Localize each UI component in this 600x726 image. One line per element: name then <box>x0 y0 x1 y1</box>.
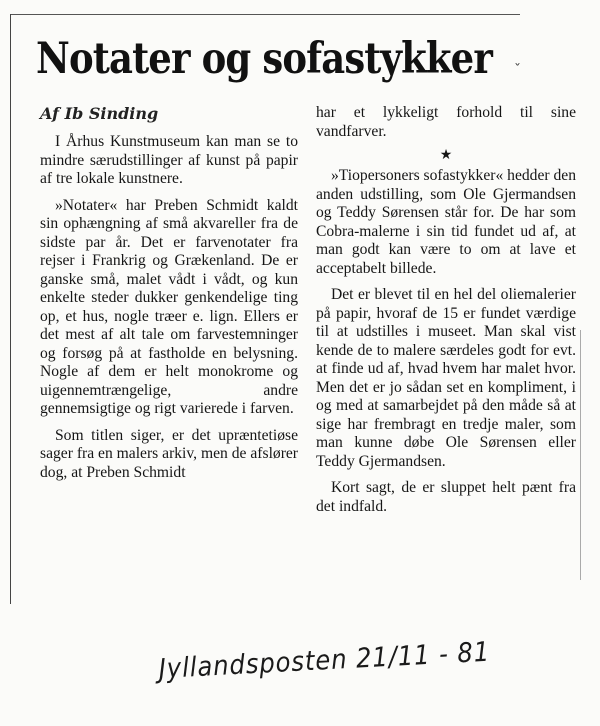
clipping-right-edge <box>580 330 581 580</box>
clipping-top-edge <box>10 14 520 15</box>
paragraph-sofastykker: »Tiopersoners sofastykker« hedder den anden udstilling, som Ole Gjermandsen og Teddy Sørensen står for. De har som Cobra-malerne i sin tid fundet ud af, at man godt kan være to om at lave et acceptabelt billede. <box>316 167 576 277</box>
paragraph-titlen: Som titlen siger, er det upræntetiøse sager fra en malers arkiv, men de afslører dog, at Preben Schmidt <box>40 426 298 481</box>
article-byline: Af Ib Sinding <box>40 104 159 123</box>
paragraph-oliemalerier: Det er blevet til en hel del oliemalerier på papir, hvoraf de 15 er fundet værdige til at udstilles i museet. Man skal vist kende de to malere særdeles godt for evt. at finde ud af, hvad hvem har malet hvor. Men det er jo sådan set en kompliment, i og med at samarbejdet på den måde så at sige har frembragt en tredje maler, som man kunne døbe Ole Sørensen eller Teddy Gjermandsen. <box>316 286 576 470</box>
clipping-left-edge <box>10 14 11 604</box>
article-headline: Notater og sofastykker <box>36 34 492 84</box>
left-column <box>40 133 298 490</box>
handwritten-source-note: Jyllandsposten 21/11 - 81 <box>158 636 491 685</box>
paragraph-notater: »Notater« har Preben Schmidt kaldt sin ophængning af små akvareller fra de sidste par år. Det er farvenotater fra rejser i Frankrig og Grækenland. De er ganske små, malet vådt i vådt, og kun enkelte steder dukker genkendelige ting op, et hus, nogle træer e. lign. Ellers er det mest af alt tale om farvestemninger og forsøg på at fastholde en belysning. Nogle af dem er helt monokrome og uigennemtrængelige, andre gennemsigtige og rigt varierede i farven. <box>40 196 298 417</box>
paragraph-kort-sagt: Kort sagt, de er sluppet helt pænt fra det indfald. <box>316 479 576 515</box>
paragraph-intro: I Århus Kunstmuseum kan man se to mindre særudstillinger af kunst på papir af tre lokale kunstnere. <box>40 133 298 187</box>
section-separator-star: ★ <box>439 148 453 163</box>
print-speck: ˇ <box>514 62 521 78</box>
right-column <box>316 104 576 524</box>
paragraph-continuation: har et lykkeligt forhold til sine vandfarver. <box>316 104 576 140</box>
